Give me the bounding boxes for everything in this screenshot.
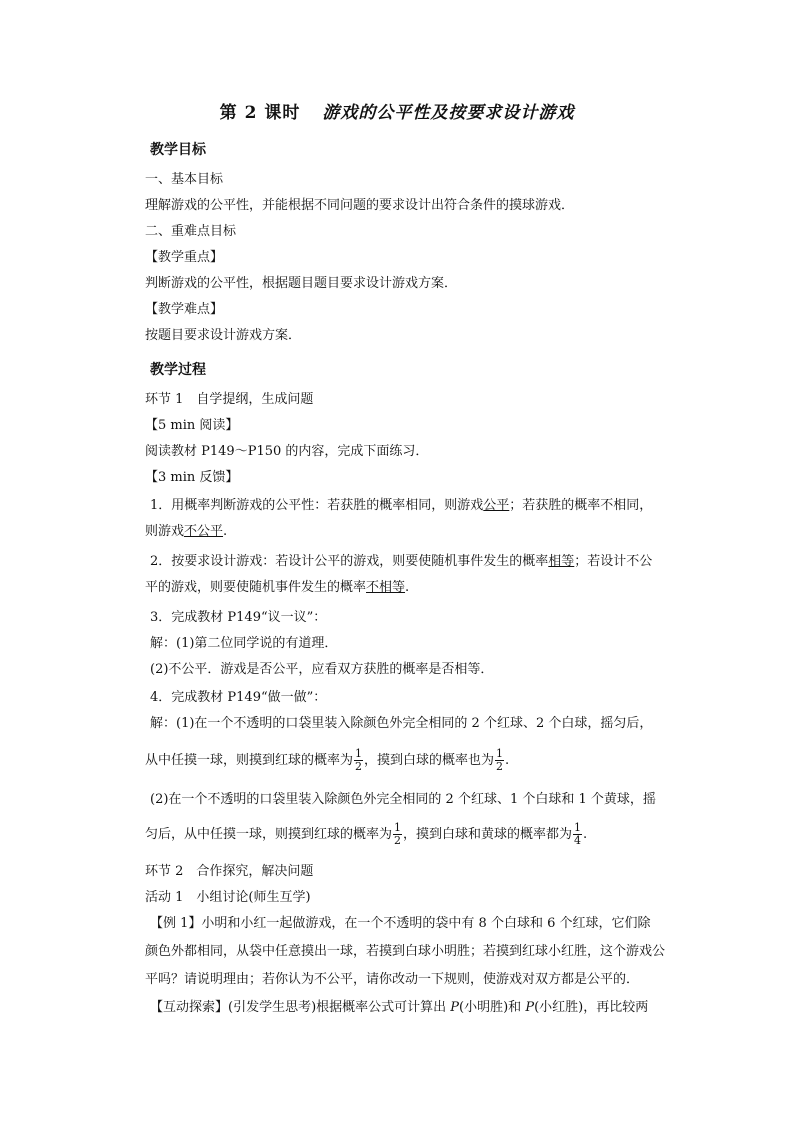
q4-solution-1-line-1: 解：(1)在一个不透明的口袋里装入除颜色外完全相同的 2 个红球、2 个白球，摇匀后， [150,716,653,731]
q1-answer-2: 不公平 [184,524,224,539]
q3-solution-2: (2)不公平．游戏是否公平，应看双方获胜的概率是否相等． [150,662,494,677]
q2-text-d: . [405,580,410,595]
q4-s2-text-d: . [583,827,588,842]
objectives-heading: 教学目标 [150,142,206,158]
q2-text-c: 平的游戏，则要使随机事件发生的概率 [145,580,367,595]
prob-symbol-1: P [450,1000,460,1015]
basic-goal-label: 一、基本目标 [145,172,224,187]
focus-text: 判断游戏的公平性，根据题目题目要求设计游戏方案． [145,276,458,291]
activity1-heading: 活动 1 小组讨论(师生互学) [145,890,311,905]
explore-text-a: 【互动探索】(引发学生思考)根据概率公式可计算出 [150,1000,451,1015]
question-4: 4．完成教材 P149“做一做”： [150,690,327,705]
q4-s2-text-b: 匀后，从中任摸一球，则摸到红球的概率为 [145,827,393,842]
q2-text-a: 2．按要求设计游戏：若设计公平的游戏，则要使随机事件发生的概率 [150,554,549,569]
fraction-one-half: $\frac{1}{2}$ [496,747,504,773]
q1-text-b: ；若获胜的概率不相同， [509,498,653,513]
explore-text-b: (小明胜)和 [459,1000,526,1015]
question-3: 3．完成教材 P149“议一议”： [150,610,327,625]
difficulty-text: 按题目要求设计游戏方案． [145,328,302,343]
example-1-line-1: 【例 1】小明和小红一起做游戏，在一个不透明的袋中有 8 个白球和 6 个红球，它们除 [150,916,651,931]
q1-text-c: 则游戏 [145,524,185,539]
q4-s1-text-b: 从中任摸一球，则摸到红球的概率为 [145,753,354,768]
reading-label: 【5 min 阅读】 [145,418,239,433]
question-2-line-1 [150,552,690,572]
q4-s1-text-d: . [505,753,510,768]
focus-label: 【教学重点】 [145,250,224,265]
example-1-line-2: 颜色外都相同，从袋中任意摸出一球，若摸到白球小明胜；若摸到红球小红胜，这个游戏公 [145,944,666,959]
q4-s2-text-c: ，摸到白球和黄球的概率都为 [403,827,573,842]
basic-goal-text: 理解游戏的公平性，并能根据不同问题的要求设计出符合条件的摸球游戏． [145,198,575,213]
step1-heading: 环节 1 自学提纲，生成问题 [145,392,314,407]
fraction-one-half: $\frac{1}{2}$ [355,747,363,773]
q3-solution-1: 解：(1)第二位同学说的有道理． [150,636,338,651]
question-2-line-2 [145,578,685,598]
q2-answer-2: 不相等 [366,580,406,595]
fraction-one-quarter: $\frac{1}{4}$ [574,821,582,847]
q4-s1-text-c: ，摸到白球的概率也为 [364,753,495,768]
question-1-line-1 [150,496,690,516]
explore-text-c: (小红胜)，再比较两 [534,1000,649,1015]
reading-text: 阅读教材 P149～P150 的内容，完成下面练习． [145,444,429,459]
q4-solution-2-line-2 [145,820,685,850]
q1-text-d: . [223,524,228,539]
fraction-one-half: $\frac{1}{2}$ [394,821,402,847]
interactive-exploration [150,998,690,1018]
q2-answer-1: 相等 [548,554,575,569]
process-heading: 教学过程 [150,362,206,378]
example-1-line-3: 平吗？请说明理由；若你认为不公平，请你改动一下规则，使游戏对双方都是公平的． [145,972,640,987]
q2-text-b: ；若设计不公 [574,554,653,569]
lesson-subtitle: 游戏的公平性及按要求设计游戏 [322,103,575,123]
q1-text-a: 1．用概率判断游戏的公平性：若获胜的概率相同，则游戏 [150,498,484,513]
q1-answer-1: 公平 [483,498,510,513]
page-title [0,98,794,123]
q4-solution-1-line-2 [145,746,685,776]
feedback-label: 【3 min 反馈】 [145,470,239,485]
step2-heading: 环节 2 合作探究，解决问题 [145,864,314,879]
prob-symbol-2: P [525,1000,535,1015]
question-1-line-2 [145,522,685,542]
key-goal-label: 二、重难点目标 [145,224,237,239]
q4-solution-2-line-1: (2)在一个不透明的口袋里装入除颜色外完全相同的 2 个红球、1 个白球和 1 个黄球，摇 [150,792,656,807]
lesson-number: 第 2 课时 [219,103,301,123]
difficulty-label: 【教学难点】 [145,302,224,317]
